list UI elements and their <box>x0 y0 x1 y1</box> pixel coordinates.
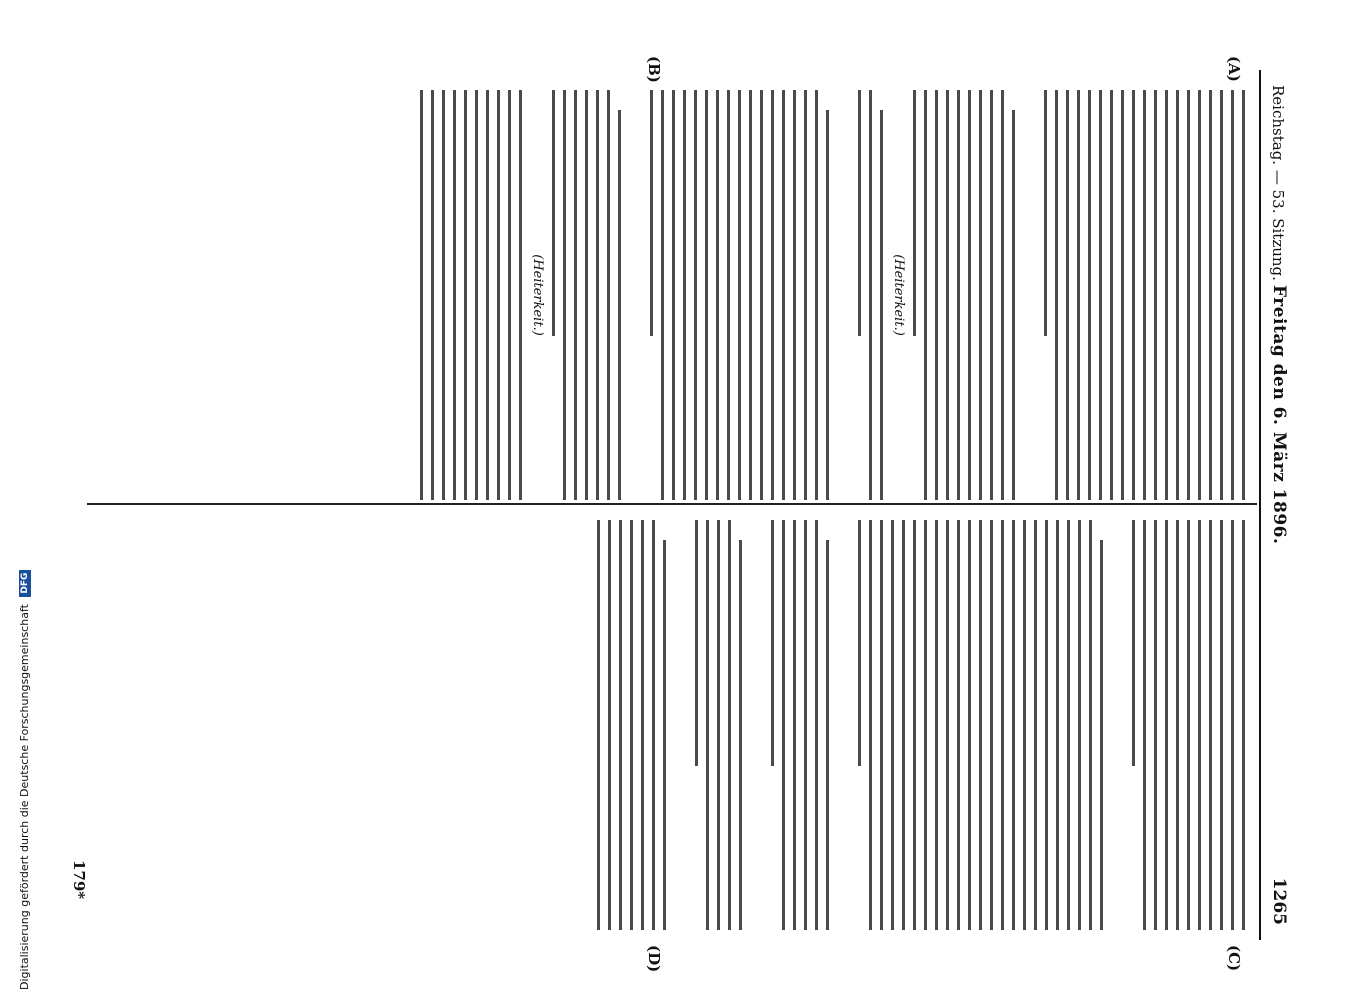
header-page-number: 1265 <box>1269 877 1289 925</box>
margin-letter-b: (B) <box>645 56 663 83</box>
page-footer-ref: 179* <box>70 860 88 900</box>
paragraph <box>552 90 621 500</box>
paragraph <box>858 90 883 500</box>
top-margin <box>1283 0 1353 1000</box>
page-header <box>1261 85 1291 925</box>
header-session: Reichstag. — 53. Sitzung. <box>1269 85 1287 281</box>
paragraph <box>858 520 1103 930</box>
text-column-right <box>83 520 1253 930</box>
paragraph <box>420 90 522 500</box>
header-rule <box>1259 70 1261 940</box>
funding-text: Digitalisierung gefördert durch die Deutsche Forschungsgemeinschaft <box>18 604 31 990</box>
margin-letter-a: (A) <box>1225 56 1243 82</box>
paragraph <box>597 520 666 930</box>
column-separator <box>87 503 1257 505</box>
dfg-logo: DFG <box>19 570 31 597</box>
interjection: (Heiterkeit.) <box>530 254 545 336</box>
paragraph <box>913 90 1015 500</box>
interjection: (Heiterkeit.) <box>891 254 906 336</box>
text-column-left <box>83 90 1253 500</box>
paragraph <box>695 520 742 930</box>
paragraph <box>1044 90 1245 500</box>
paragraph <box>650 90 829 500</box>
margin-letter-c: (C) <box>1225 945 1243 972</box>
header-date: Freitag den 6. März 1896. <box>1269 285 1289 545</box>
margin-letter-d: (D) <box>645 945 663 973</box>
paragraph <box>1132 520 1245 930</box>
paragraph <box>771 520 829 930</box>
